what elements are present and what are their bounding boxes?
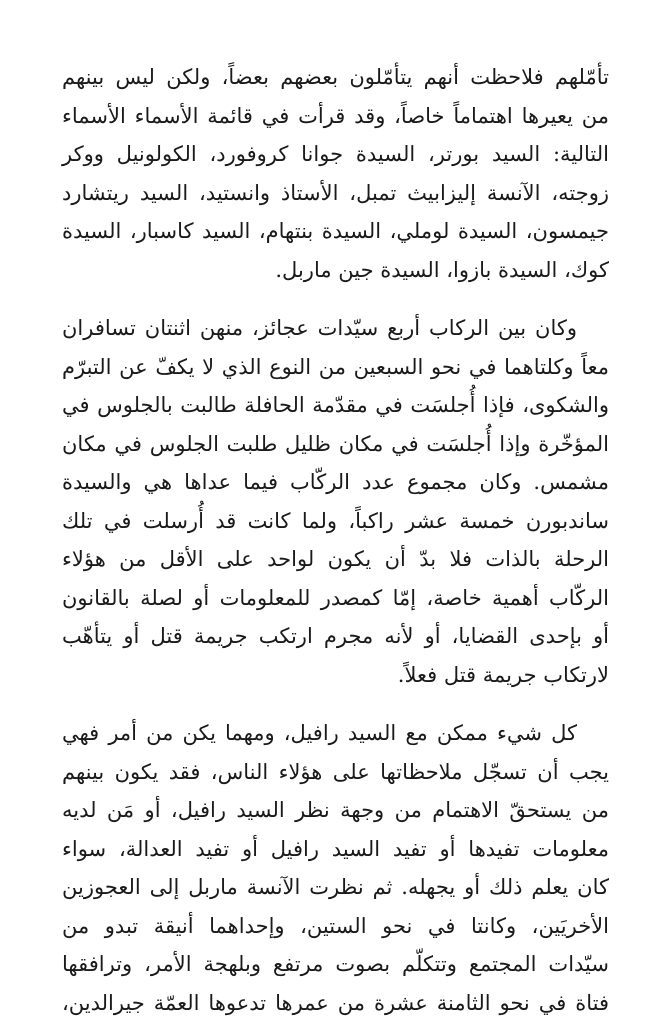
text-line: الركّاب أهمية خاصة، إمّا كمصدر للمعلومات أو لصلة بالقانون	[62, 579, 609, 618]
text-line: مشمس. وكان مجموع عدد الركّاب فيما عداها هي والسيدة	[62, 463, 609, 502]
paragraph-3	[62, 714, 609, 1022]
text-line: كان يعلم ذلك أو يجهله. ثم نظرت الآنسة ماربل إلى العجوزين	[62, 868, 609, 907]
text-line: ساندبورن خمسة عشر راكباً، ولما كانت قد أُرسلت في تلك	[62, 502, 609, 541]
text-line: لارتكاب جريمة قتل فعلاً.	[62, 656, 609, 695]
text-line: الأخريَين، وكانتا في نحو الستين، وإحداهما أنيقة تبدو من	[62, 907, 609, 946]
text-line: يجب أن تسجّل ملاحظاتها على هؤلاء الناس، فقد يكون بينهم	[62, 753, 609, 792]
text-line: كل شيء ممكن مع السيد رافيل، ومهما يكن من أمر فهي	[62, 714, 609, 753]
text-line: التالية: السيد بورتر، السيدة جوانا كروفورد، الكولونيل ووكر	[62, 135, 609, 174]
text-line: زوجته، الآنسة إليزابيث تمبل، الأستاذ وانستيد، السيد ريتشارد	[62, 174, 609, 213]
text-line: جيمسون، السيدة لوملي، السيدة بنتهام، السيد كاسبار، السيدة	[62, 212, 609, 251]
text-line: وكان بين الركاب أربع سيّدات عجائز، منهن اثنتان تسافران	[62, 309, 609, 348]
text-line: تأمّلهم فلاحظت أنهم يتأمّلون بعضهم بعضاً، ولكن ليس بينهم	[62, 58, 609, 97]
text-line: معلومات تفيدها أو تفيد السيد رافيل أو تفيد العدالة، سواء	[62, 830, 609, 869]
text-line: أو بإحدى القضايا، أو لأنه مجرم ارتكب جريمة قتل أو يتأهّب	[62, 617, 609, 656]
text-line: والشكوى، فإذا أُجلسَت في مقدّمة الحافلة طالبت بالجلوس في	[62, 386, 609, 425]
text-line: المؤخّرة وإذا أُجلسَت في مكان ظليل طلبت الجلوس في مكان	[62, 425, 609, 464]
body-text	[62, 58, 609, 1022]
text-line: سيّدات المجتمع وتتكلّم بصوت مرتفع وبلهجة الأمر، وترافقها	[62, 945, 609, 984]
text-line: معاً وكلتاهما في نحو السبعين من النوع الذي لا يكفّ عن التبرّم	[62, 348, 609, 387]
text-line: فتاة في نحو الثامنة عشرة من عمرها تدعوها العمّة جيرالدين،	[62, 984, 609, 1022]
text-line: من يعيرها اهتماماً خاصاً، وقد قرأت في قائمة الأسماء الأسماء	[62, 97, 609, 136]
paragraph-1	[62, 58, 609, 289]
text-line: من يستحقّ الاهتمام من وجهة نظر السيد رافيل، أو مَن لديه	[62, 791, 609, 830]
text-line: كوك، السيدة بازوا، السيدة جين ماربل.	[62, 251, 609, 290]
paragraph-2	[62, 309, 609, 694]
text-line: الرحلة بالذات فلا بدّ أن يكون لواحد على الأقل من هؤلاء	[62, 540, 609, 579]
